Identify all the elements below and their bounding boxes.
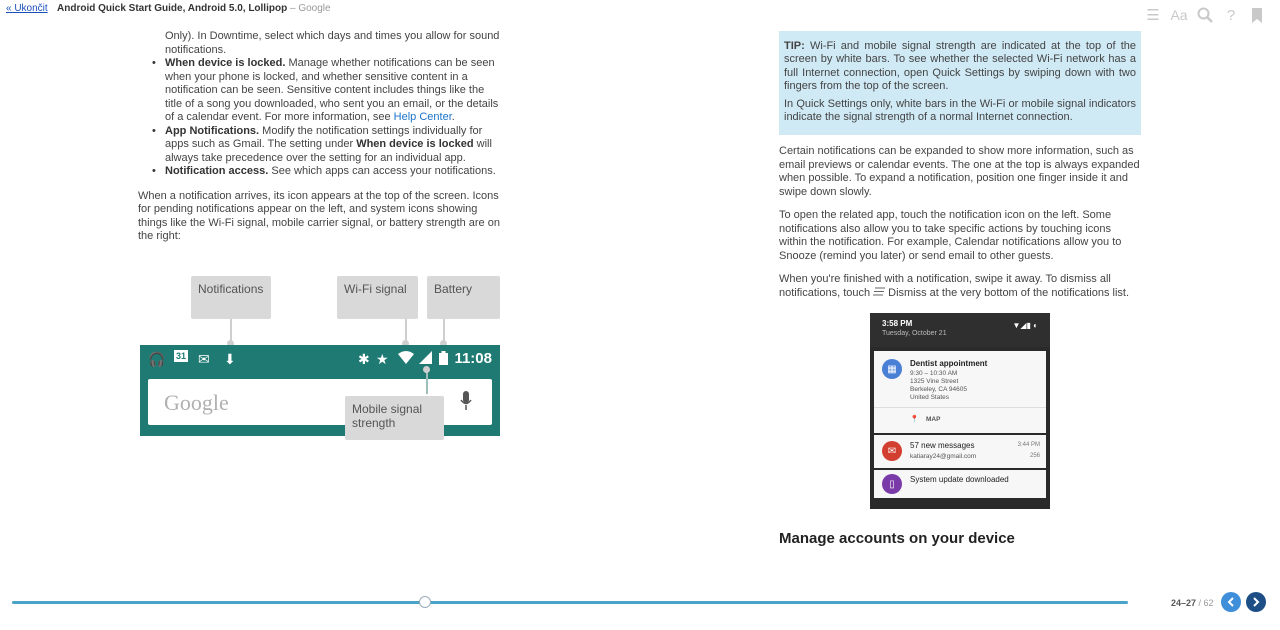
google-logo: Google	[164, 390, 229, 415]
bullet-text: See which apps can access your notifications.	[268, 165, 496, 177]
notification-shade-screenshot	[870, 313, 1050, 509]
page-range: 24–27	[1171, 598, 1197, 608]
wifi-icon	[398, 351, 414, 367]
chevron-right-icon	[1252, 597, 1260, 607]
phone-date: Tuesday, October 21	[882, 330, 947, 337]
tip-label: TIP:	[784, 40, 805, 52]
next-page-button[interactable]	[1246, 592, 1266, 612]
bullet-bold: App Notifications.	[165, 124, 260, 137]
star-icon: ★	[376, 351, 389, 367]
headphones-icon: 🎧	[148, 351, 166, 367]
calendar-icon: ▦	[882, 359, 902, 379]
notification-title: 57 new messages	[910, 441, 975, 450]
help-icon[interactable]: ?	[1226, 6, 1236, 24]
search-icon[interactable]	[1196, 6, 1214, 24]
notification-city: Berkeley, CA 94605	[910, 386, 967, 393]
notification-country: United States	[910, 394, 950, 401]
callout-notifications: Notifications	[191, 276, 271, 319]
tip-text: Wi-Fi and mobile signal strength are indicated at the top of the screen by white bars. To see whether the selected Wi-Fi network has a full Internet connection, open Quick Settings by swiping down with two fingers from the top of the screen.	[784, 40, 1136, 92]
book-author: – Google	[287, 3, 331, 14]
dismiss-paragraph	[779, 273, 1141, 300]
open-app-paragraph: To open the related app, touch the notification icon on the left. Some notifications also allow you to take specific actions by touching icons within the notification. For example, Calendar notifications allow you to Snooze (remind you later) or send email to other guests.	[779, 209, 1122, 262]
divider	[874, 407, 1046, 408]
battery-icon	[439, 351, 448, 368]
notification-title: System update downloaded	[910, 475, 1009, 484]
notification-account: katiaray24@gmail.com	[910, 453, 977, 460]
clock-display: 11:08	[454, 350, 492, 367]
section-heading: Manage accounts on your device	[779, 530, 1015, 547]
downtime-text: Only). In Downtime, select which days and times you allow for sound notifications.	[165, 30, 500, 56]
book-title-text: Android Quick Start Guide, Android 5.0, Lollipop	[57, 3, 288, 14]
messages-icon: ✉	[882, 441, 902, 461]
page-total: / 62	[1196, 598, 1214, 608]
microphone-icon	[460, 391, 472, 416]
bluetooth-icon: ✱	[358, 351, 370, 367]
download-icon: ⬇	[224, 351, 236, 367]
bullet-text: Modify the notification settings individually for apps such as Gmail. The setting under	[165, 124, 483, 150]
calendar-icon: 31	[176, 351, 187, 361]
bullet-text: Manage whether notifications can be seen when your phone is locked, and whether sensitive content in a notification can be seen. Sensitive content includes things like the title of a song you downloaded, who sent you an email, or the details of a calendar event. For more information, see	[165, 57, 499, 123]
connector-dot	[423, 366, 430, 373]
map-action: MAP	[926, 416, 941, 423]
reader-toolbar	[1144, 6, 1266, 24]
chevron-left-icon	[1227, 597, 1235, 607]
notification-paragraph: When a notification arrives, its icon appears at the top of the screen. Icons for pending notifications appear on the left, and system icons showing things like the Wi-Fi signal, mobile carrier signal, or battery strength are on the right:	[138, 189, 500, 242]
bullet-end: .	[451, 111, 455, 123]
help-center-link[interactable]: Help Center	[393, 111, 452, 123]
bullet-bold: When device is locked.	[165, 57, 286, 69]
dismiss-all-icon	[873, 287, 885, 301]
bookmark-icon[interactable]	[1248, 6, 1266, 24]
top-bar	[0, 0, 1280, 22]
status-bar-example	[140, 345, 500, 436]
status-bar-diagram	[140, 275, 502, 440]
notification-calendar	[874, 351, 1046, 433]
mail-icon: ✉	[198, 351, 210, 367]
list-item	[165, 125, 503, 166]
callout-mobile-signal: Mobile signal strength	[345, 396, 444, 440]
list-item	[165, 165, 503, 179]
right-page	[779, 145, 1141, 310]
bullet-bold-inline: When device is locked	[356, 138, 474, 150]
tip-paragraph	[784, 40, 1136, 93]
list-item	[165, 30, 503, 57]
connector-line	[426, 370, 428, 394]
phone-update-icon: ▯	[882, 474, 902, 494]
left-page	[138, 30, 503, 244]
dismiss-text-start: When you're finished with a notification, swipe it away. To dismiss all notifications, touch	[779, 273, 1111, 299]
tip-box	[779, 31, 1141, 135]
exit-link[interactable]: « Ukončit	[6, 3, 48, 14]
callout-wifi: Wi-Fi signal	[337, 276, 418, 319]
dismiss-text-end: Dismiss at the very bottom of the notifications list.	[888, 286, 1129, 299]
map-icon: 📍	[910, 416, 919, 423]
phone-time: 3:58 PM	[882, 319, 913, 328]
phone-system-icons: ▼◢▮ ◐	[1012, 321, 1038, 330]
notification-title: Dentist appointment	[910, 359, 988, 368]
notification-system-update	[874, 470, 1046, 498]
previous-page-button[interactable]	[1221, 592, 1241, 612]
notification-count: 256	[1029, 453, 1040, 459]
callout-battery: Battery	[427, 276, 500, 319]
tip-paragraph-2: In Quick Settings only, white bars in the Wi-Fi or mobile signal indicators indicate the signal strength of a normal Internet connection.	[784, 98, 1136, 124]
progress-slider-handle[interactable]	[419, 596, 431, 608]
book-title	[57, 3, 331, 14]
notification-address: 1325 Vine Street	[910, 378, 959, 385]
list-icon[interactable]: ☰	[1146, 7, 1160, 24]
notification-messages	[874, 435, 1046, 468]
page-indicator	[1171, 598, 1214, 608]
expand-paragraph: Certain notifications can be expanded to show more information, such as email previews or calendar events. The one at the top is always expanded when possible. To expand a notification, position one finger inside it and swipe down slowly.	[779, 145, 1140, 198]
bullet-end: will always take precedence over the setting for an individual app.	[165, 138, 492, 164]
notification-time-range: 9:30 – 10:30 AM	[910, 370, 958, 377]
font-size-icon[interactable]: Aa	[1170, 7, 1188, 23]
phone-status-header	[870, 313, 1050, 347]
settings-list	[165, 30, 503, 179]
reading-progress-bar[interactable]	[12, 601, 1128, 604]
list-item	[165, 57, 503, 125]
mobile-signal-icon	[419, 351, 432, 367]
notification-time: 3:44 PM	[1017, 442, 1040, 448]
bullet-bold: Notification access.	[165, 165, 269, 177]
